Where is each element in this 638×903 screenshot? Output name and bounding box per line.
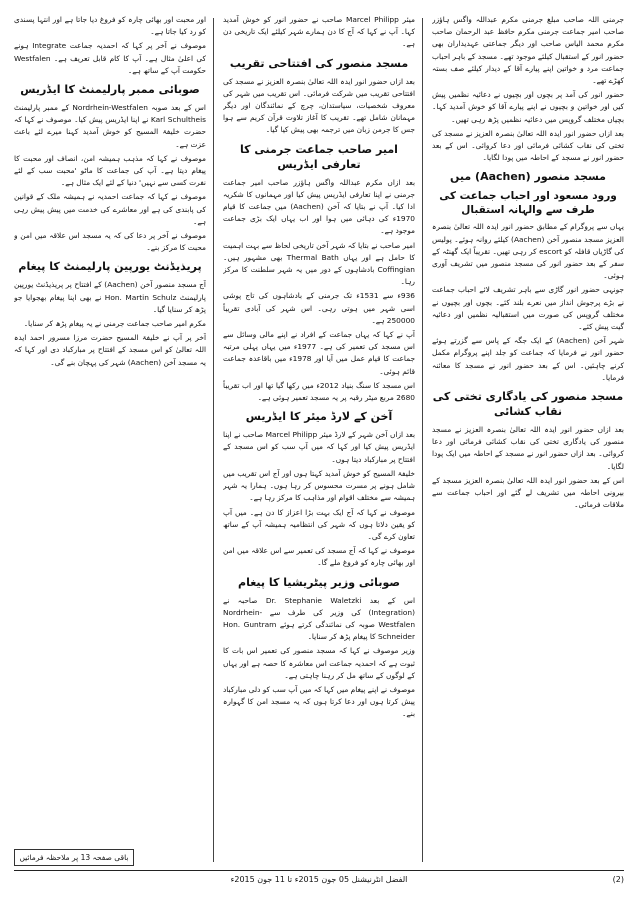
article-paragraph: جرمنی اللہ صاحب مبلغ جرمنی مکرم عبداللہ واگس ہاؤزر صاحب امیر جماعت جرمنی مکرم حافظ عبد الرحمان صاحب مکرم محمد الیاس صاحب اور دیگر جماعتی عہدیداران بھی حضور انور کے استقبال کیلئے موجود تھے۔ مسجد کے باہر احباب جماعت مرد و خواتین اپنے پیارے آقا کے دیدار کیلئے صف بستہ کھڑے تھے۔: [432, 15, 624, 86]
section-heading: صوبائی وزیر پیٹریشیا کا پیغام: [238, 575, 400, 589]
section-subheading: ورود مسعود اور احباب جماعت کی طرف سے والہانہ استقبال: [439, 190, 617, 217]
article-paragraph: اور محبت اور بھائی چارہ کو فروغ دیا جاتا ہے اور انتہا پسندی کو رد کیا جاتا ہے۔: [14, 15, 206, 37]
page-number: (2): [612, 875, 624, 884]
article-paragraph: آپ نے کہا کہ یہاں جماعت کے افراد نے اپنے مالی وسائل سے اس مسجد کی تعمیر کی ہے۔ 1977ء میں یہاں پہلی مرتبہ جماعت کا قیام عمل میں آیا اور 1978ء میں باقاعدہ جماعت قائم ہوئی۔: [223, 330, 415, 376]
section-heading: صوبائی ممبر پارلیمنٹ کا ایڈریس: [20, 83, 200, 97]
section-heading: آخن کے لارڈ میئر کا ایڈریس: [245, 410, 393, 424]
article-paragraph: خلیفۃ المسیح کو خوش آمدید کہتا ہوں اور آج اس تقریب میں شامل ہونے پر مسرت محسوس کر رہا ہوں۔ ہمارا یہ شہر ہمیشہ سے مختلف اقوام اور مذاہب کا مرکز رہا ہے۔: [223, 468, 415, 503]
article-paragraph: بعد ازاں حضور انور ایدہ اللہ تعالیٰ بنصرہ العزیز نے مسجد کی افتتاحی تقریب میں شرکت فرمائی۔ اس تقریب میں شہر کی معروف شخصیات، سیاستدان، چرچ کے نمائندگان اور دیگر مہمانان شامل تھے۔ تقریب کا آغاز تلاوت قرآن کریم سے ہوا جس کا جرمن زبان میں ترجمہ بھی پیش کیا گیا۔: [223, 76, 415, 135]
section-heading: پریذیڈنٹ یورپین پارلیمنٹ کا پیغام: [18, 260, 202, 274]
article-paragraph: اس کے بعد Dr. Stephanie Waletzki صاحبہ نے (Integration) کی وزیر کی طرف سے Nordrhein-Westfalen صوبہ کی نمائندگی کرتے ہوئے Hon. Guntram Schneider کا پیغام پڑھ کر سنایا۔: [223, 595, 415, 642]
article-paragraph: اس کے بعد صوبہ Nordrhein-Westfalen کے ممبر پارلیمنٹ Karl Schultheis نے اپنا ایڈریس پیش کیا۔ موصوف نے کہا کہ حضرت خلیفۃ المسیح کو خوش آمدید کہنا میرے لئے باعث عزت ہے۔: [14, 103, 206, 149]
article-paragraph: آخر پر آپ نے خلیفۃ المسیح حضرت مرزا مسرور احمد ایدہ اللہ تعالیٰ کو اس مسجد کے افتتاح پر مبارکباد دی اور کہا کہ یہ مسجد آخن (Aachen) شہر کی پہچان بنے گی۔: [14, 333, 206, 367]
article-paragraph: جونہی حضور انور گاڑی سے باہر تشریف لائے احباب جماعت نے بڑے پرجوش انداز میں نعرے بلند کئے۔ بچوں اور بچیوں نے مختلف گروپس کی صورت میں استقبالیہ نظمیں اور دعائیہ گیت پیش کئے۔: [432, 285, 624, 332]
article-paragraph: 936ء سے 1531ء تک جرمنی کے بادشاہوں کی تاج پوشی اسی شہر میں ہوتی رہی۔ اس شہر کی آبادی تقریباً 250000 ہے۔: [223, 291, 415, 325]
column-right: [432, 14, 624, 866]
article-paragraph: بعد ازاں حضور انور ایدہ اللہ تعالیٰ بنصرہ العزیز نے مسجد منصور کی یادگاری تختی کی نقاب کشائی فرمائی اور دعا کروائی۔ بعد ازاں حضور انور نے مسجد کے احاطہ میں ایک پودا لگایا۔: [432, 425, 624, 471]
article-paragraph: میئر Marcel Philipp صاحب نے حضور انور کو خوش آمدید کہا۔ آپ نے کہا کہ آج کا دن ہمارے شہر کیلئے ایک تاریخی دن ہے۔: [223, 15, 415, 49]
section-heading: مسجد منصور کی افتتاحی تقریب: [229, 56, 409, 70]
article-paragraph: مکرم امیر صاحب جماعت جرمنی نے یہ پیغام پڑھ کر سنایا۔: [23, 319, 206, 329]
article-paragraph: موصوف نے کہا کہ مذہب ہمیشہ امن، انصاف اور محبت کا پیغام دیتا ہے۔ آپ کی جماعت کا ماٹو 'محبت سب کے لئے نفرت کسی سے نہیں' دنیا کے لئے ایک مثال ہے۔: [14, 153, 206, 188]
column-middle: [223, 14, 415, 866]
article-paragraph: اس مسجد کا سنگ بنیاد 2012ء میں رکھا گیا تھا اور اب تقریباً 2680 مربع میٹر رقبہ پر یہ مسجد تعمیر ہوئی ہے۔: [223, 380, 415, 403]
article-paragraph: موصوف نے کہا کہ جماعت احمدیہ نے ہمیشہ ملک کے قوانین کی پابندی کی ہے اور معاشرے کی خدمت میں پیش پیش رہی ہے۔: [14, 192, 206, 226]
section-heading: امیر صاحب جماعت جرمنی کا تعارفی ایڈریس: [240, 142, 398, 171]
article-paragraph: بعد ازاں حضور انور ایدہ اللہ تعالیٰ بنصرہ العزیز نے مسجد کی تختی کی نقاب کشائی فرمائی اور دعا کروائی۔ اس کے بعد حضور انور نے مسجد کے احاطہ میں پودا لگایا۔: [432, 128, 624, 163]
article-paragraph: امیر صاحب نے بتایا کہ شہر آخن تاریخی لحاظ سے بہت اہمیت کا حامل ہے اور یہاں Thermal Bath بھی مشہور ہیں۔ Coffingian بادشاہوں کے دور میں یہ شہر سلطنت کا مرکز رہا۔: [223, 240, 415, 287]
article-paragraph: شہر آخن (Aachen) کے ایک جگہ کے پاس سے گزرتے ہوئے حضور انور نے فرمایا کہ جماعت کو جلد اپنے پروگرام مکمل کرنے چاہئیں۔ اس کے بعد حضور انور نے مسجد کا معائنہ فرمایا۔: [432, 336, 624, 382]
page-footer: [14, 870, 624, 889]
article-paragraph: آج مسجد منصور آخن (Aachen) کے افتتاح پر پریذیڈنٹ یورپین پارلیمنٹ Hon. Martin Schulz نے بھی اپنا پیغام بھجوایا جو پڑھ کر سنایا گیا۔: [14, 280, 206, 314]
article-paragraph: بعد ازاں مکرم عبداللہ واگس ہاؤزر صاحب امیر جماعت جرمنی نے اپنا تعارفی ایڈریس پیش کیا اور مہمانوں کا شکریہ ادا کیا۔ آپ نے بتایا کہ آخن (Aachen) میں جماعت کا قیام 1970ء کی دہائی میں ہوا اور اب یہاں ایک بڑی جماعت موجود ہے۔: [223, 177, 415, 236]
article-paragraph: موصوف نے کہا کہ آج مسجد کی تعمیر سے اس علاقہ میں امن اور بھائی چارہ کو فروغ ملے گا۔: [223, 546, 415, 568]
column-left: [14, 14, 206, 866]
section-heading: مسجد منصور (Aachen) میں: [450, 170, 606, 184]
article-paragraph: موصوف نے اپنے پیغام میں کہا کہ میں آپ سب کو دلی مبارکباد پیش کرتا ہوں اور دعا کرتا ہوں کہ یہ مسجد امن کا گہوارہ بنے۔: [223, 684, 415, 719]
footer-publication-title: الفضل انٹرنیشنل 05 جون 2015ء تا 11 جون 2015ء: [230, 875, 408, 884]
section-heading: مسجد منصور کی یادگاری تختی کی نقاب کشائی: [432, 390, 624, 419]
article-paragraph: موصوف نے آخر پر دعا کی کہ یہ مسجد اس علاقہ میں امن و محبت کا مرکز بنے۔: [14, 231, 206, 253]
article-paragraph: وزیر موصوف نے کہا کہ مسجد منصور کی تعمیر اس بات کا ثبوت ہے کہ احمدیہ جماعت اس معاشرہ کا حصہ ہے اور یہاں کے لوگوں کے ساتھ مل کر رہنا چاہتی ہے۔: [223, 646, 415, 680]
newspaper-page: [14, 14, 624, 866]
column-divider: [213, 18, 214, 862]
article-paragraph: حضور انور کی آمد پر بچوں اور بچیوں نے دعائیہ نظمیں پیش کیں اور خواتین و بچیوں نے اپنے پیارے آقا کو خوش آمدید کہا۔ بچیاں مختلف گروپس میں دعائیہ نظمیں پڑھ رہی تھیں۔: [432, 90, 624, 124]
article-paragraph: موصوف نے آخر پر کہا کہ احمدیہ جماعت Integrate ہونے کی اعلیٰ مثال ہے۔ آپ کا کام قابل تعریف ہے۔ Westfalen حکومت آپ کے ساتھ ہے۔: [14, 41, 206, 75]
article-paragraph: موصوف نے کہا کہ آج ایک بہت بڑا اعزاز کا دن ہے۔ میں آپ کو یقین دلاتا ہوں کہ شہر کی انتظامیہ ہمیشہ آپ کے ساتھ تعاون کرے گی۔: [223, 507, 415, 541]
column-divider: [422, 18, 423, 862]
article-paragraph: بعد ازاں آخن شہر کے لارڈ میئر Marcel Philipp صاحب نے اپنا ایڈریس پیش کیا اور کہا کہ میں آپ سب کو اس مسجد کے افتتاح پر مبارکباد دیتا ہوں۔: [223, 430, 415, 464]
article-paragraph: اس کے بعد حضور انور ایدہ اللہ تعالیٰ بنصرہ العزیز مسجد کے بیرونی احاطہ میں تشریف لے گئے اور احباب جماعت سے ملاقات فرمائی۔: [432, 475, 624, 510]
continued-note: باقی صفحہ 13 پر ملاحظہ فرمائیں: [14, 849, 134, 866]
article-paragraph: یہاں سے پروگرام کے مطابق حضور انور ایدہ اللہ تعالیٰ بنصرہ العزیز مسجد منصور آخن (Aachen) کیلئے روانہ ہوئے۔ پولیس کی گاڑیاں قافلہ کو escort کر رہی تھیں۔ تقریباً ایک گھنٹہ کے سفر کے بعد حضور انور کی مسجد منصور میں تشریف آوری ہوئی۔: [432, 222, 624, 281]
